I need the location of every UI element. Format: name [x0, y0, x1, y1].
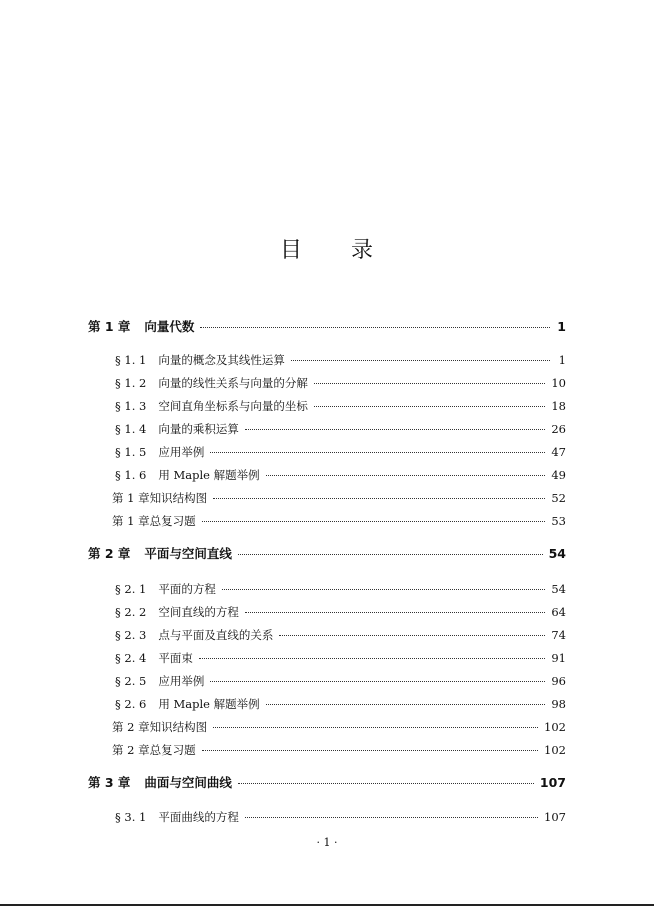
toc-section-entry: [115, 808, 566, 826]
toc-entry-title: 第 2 章总复习题: [112, 743, 196, 757]
toc-leader-dots: [202, 750, 538, 751]
toc-section-entry: [115, 466, 566, 484]
toc-page-number: 98: [551, 697, 566, 711]
toc-section-entry: [115, 603, 566, 621]
toc-leader-dots: [314, 406, 546, 407]
toc-leader-dots: [210, 452, 545, 453]
toc-entry-number: § 2. 2: [115, 605, 147, 619]
toc-leader-dots: [202, 521, 546, 522]
toc-page-number: 52: [551, 491, 566, 505]
toc-leader-dots: [213, 727, 538, 728]
toc-entry-title: 点与平面及直线的关系: [158, 628, 274, 642]
toc-leader-dots: [222, 589, 546, 590]
toc-section-entry: [115, 443, 566, 461]
toc-entry-title: 用 Maple 解题举例: [158, 468, 260, 482]
toc-page-number: 74: [551, 628, 566, 642]
toc-section-entry: [115, 580, 566, 598]
toc-entry-title: 向量代数: [144, 319, 195, 334]
toc-leader-dots: [238, 554, 543, 555]
toc-section-entry: [115, 672, 566, 690]
toc-chapter-entry: [88, 545, 566, 563]
toc-page-number: 49: [551, 468, 566, 482]
toc-entry-title: 平面与空间直线: [144, 546, 232, 561]
toc-leader-dots: [291, 360, 550, 361]
toc-entry-number: § 1. 6: [115, 468, 147, 482]
toc-page-number: 91: [551, 651, 566, 665]
toc-chapter-entry: [88, 318, 566, 336]
toc-page-number: 96: [551, 674, 566, 688]
toc-section-entry: [115, 649, 566, 667]
toc-entry-title: 向量的乘积运算: [158, 422, 239, 436]
toc-entry-title: 平面曲线的方程: [158, 810, 239, 824]
toc-entry-number: § 2. 3: [115, 628, 147, 642]
toc-entry-number: 第 1 章: [88, 319, 131, 334]
toc-section-entry: [115, 695, 566, 713]
toc-page-number: 1: [557, 319, 566, 334]
toc-entry-title: 平面束: [158, 651, 193, 665]
toc-leader-dots: [199, 658, 546, 659]
toc-leader-dots: [314, 383, 546, 384]
toc-leader-dots: [279, 635, 545, 636]
toc-page-number: 64: [551, 605, 566, 619]
toc-title: [0, 233, 654, 264]
toc-section-entry: [112, 718, 566, 736]
toc-entry-title: 第 1 章知识结构图: [112, 491, 208, 505]
toc-page-number: 107: [544, 810, 566, 824]
toc-section-entry: [115, 626, 566, 644]
toc-entry-number: § 1. 1: [115, 353, 147, 367]
toc-entry-number: 第 3 章: [88, 775, 131, 790]
toc-entry-title: 空间直角坐标系与向量的坐标: [158, 399, 308, 413]
toc-section-entry: [115, 374, 566, 392]
toc-page-number: 54: [551, 582, 566, 596]
toc-page-number: 47: [551, 445, 566, 459]
toc-leader-dots: [210, 681, 545, 682]
toc-leader-dots: [200, 327, 550, 328]
page-number: · 1 ·: [316, 836, 338, 849]
toc-leader-dots: [213, 498, 545, 499]
toc-entry-number: § 2. 6: [115, 697, 147, 711]
toc-page-number: 54: [548, 546, 566, 561]
toc-entry-title: 应用举例: [158, 445, 205, 459]
toc-page-number: 102: [544, 720, 566, 734]
toc-entry-title: 向量的线性关系与向量的分解: [158, 376, 308, 390]
toc-entry-number: § 2. 4: [115, 651, 147, 665]
toc-leader-dots: [245, 612, 546, 613]
toc-leader-dots: [245, 429, 546, 430]
toc-entry-number: § 1. 4: [115, 422, 147, 436]
toc-title-char-1: 目: [279, 238, 303, 263]
toc-entry-number: § 2. 5: [115, 674, 147, 688]
toc-entry-number: § 3. 1: [115, 810, 147, 824]
toc-section-entry: [112, 489, 566, 507]
toc-section-entry: [115, 420, 566, 438]
toc-section-entry: [115, 397, 566, 415]
toc-entry-title: 曲面与空间曲线: [144, 775, 232, 790]
toc-section-entry: [112, 741, 566, 759]
toc-entry-title: 平面的方程: [158, 582, 216, 596]
toc-page-number: 107: [539, 775, 566, 790]
toc-entry-title: 用 Maple 解题举例: [158, 697, 260, 711]
toc-leader-dots: [266, 704, 546, 705]
toc-entry-number: § 1. 2: [115, 376, 147, 390]
toc-page-number: 53: [551, 514, 566, 528]
toc-entry-title: 第 2 章知识结构图: [112, 720, 208, 734]
toc-section-entry: [115, 351, 566, 369]
toc-entry-title: 空间直线的方程: [158, 605, 239, 619]
toc-entry-title: 第 1 章总复习题: [112, 514, 196, 528]
toc-entry-number: § 1. 3: [115, 399, 147, 413]
toc-title-char-2: 录: [351, 238, 375, 263]
toc-entry-number: § 1. 5: [115, 445, 147, 459]
page-bottom-border: [0, 904, 654, 906]
toc-leader-dots: [245, 817, 538, 818]
toc-entry-number: 第 2 章: [88, 546, 131, 561]
toc-entry-title: 向量的概念及其线性运算: [158, 353, 285, 367]
toc-entry-number: § 2. 1: [115, 582, 147, 596]
toc-page-number: 102: [544, 743, 566, 757]
toc-page-number: 1: [558, 353, 566, 367]
toc-chapter-entry: [88, 774, 566, 792]
toc-page-number: 10: [551, 376, 566, 390]
toc-leader-dots: [238, 783, 534, 784]
toc-entry-title: 应用举例: [158, 674, 205, 688]
toc-page-number: 18: [551, 399, 566, 413]
toc-leader-dots: [266, 475, 546, 476]
toc-page-number: 26: [551, 422, 566, 436]
toc-section-entry: [112, 512, 566, 530]
